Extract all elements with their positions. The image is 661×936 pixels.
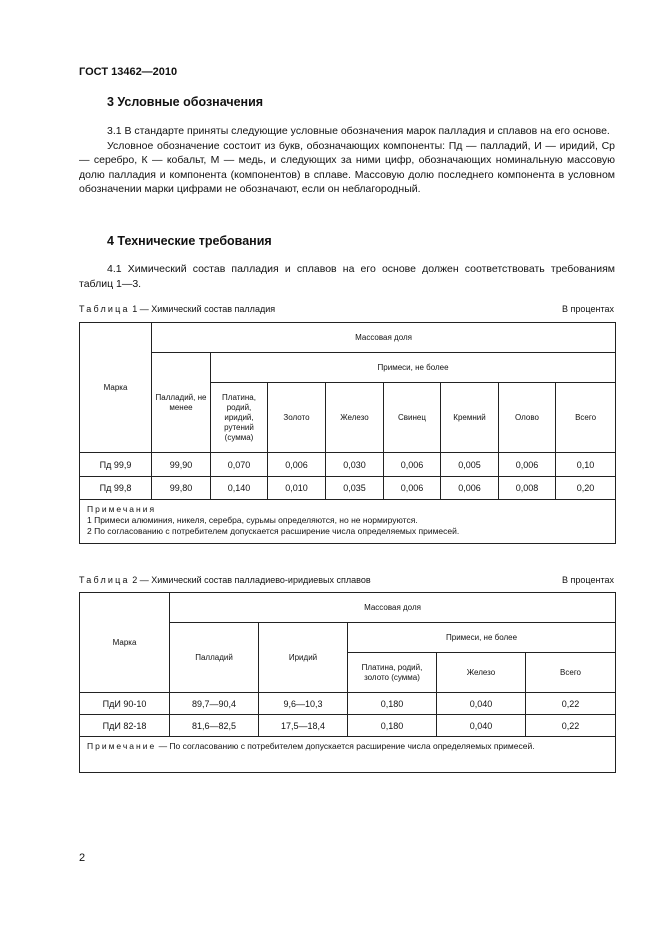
table-2-header-mass-fraction: Массовая доля <box>170 593 616 623</box>
table-2-col-header: Железо <box>437 653 526 693</box>
table-cell: 0,20 <box>556 477 616 500</box>
table-2-caption-title: 2 — Химический состав палладиево-иридиевых сплавов <box>129 575 371 585</box>
table-cell: 0,22 <box>526 715 616 737</box>
section-4-heading: 4 Технические требования <box>107 234 272 248</box>
table-1-header-mark: Марка <box>80 323 152 453</box>
table-1-header-mass-fraction: Массовая доля <box>152 323 616 353</box>
table-cell: 99,80 <box>152 477 211 500</box>
table-1-col-header: Олово <box>499 383 556 453</box>
section-3-paragraph-2: Условное обозначение состоит из букв, обозначающих компоненты: Пд — палладий, И — иридий, Ср — серебро, К — кобальт, М — медь, и следующих за ними цифр, обозначающих номинальную массовую долю палладия и компонента (компонентов) в сплаве. Массовую долю последнего компонента в условном обозначении марки цифрами не обозначают, если он неблагородный. <box>79 139 615 195</box>
table-cell: 0,22 <box>526 693 616 715</box>
section-4-text <box>79 262 615 291</box>
table-2 <box>79 592 616 773</box>
table-cell: 0,140 <box>211 477 268 500</box>
table-cell: 0,035 <box>326 477 384 500</box>
table-2-header-mark: Марка <box>80 593 170 693</box>
table-cell: 0,070 <box>211 453 268 477</box>
table-2-col-header: Платина, родий, золото (сумма) <box>348 653 437 693</box>
section-3-text <box>79 124 615 197</box>
table-cell: 0,006 <box>441 477 499 500</box>
table-cell: 0,010 <box>268 477 326 500</box>
table-1-col-header: Платина, родий, иридий, рутений (сумма) <box>211 383 268 453</box>
table-cell: 0,006 <box>384 453 441 477</box>
page-number: 2 <box>79 852 86 864</box>
table-cell: 99,90 <box>152 453 211 477</box>
table-row <box>80 693 616 715</box>
section-3-paragraph-1: 3.1 В стандарте приняты следующие условные обозначения марок палладия и сплавов на его основе. <box>107 125 610 137</box>
table-2-caption-word: Таблица <box>79 575 130 585</box>
table-cell: 0,006 <box>268 453 326 477</box>
table-cell: 9,6—10,3 <box>259 693 348 715</box>
table-cell: 0,005 <box>441 453 499 477</box>
table-cell: 0,006 <box>499 453 556 477</box>
table-1-caption-word: Таблица <box>79 304 130 314</box>
table-1-col-header: Кремний <box>441 383 499 453</box>
table-2-note <box>80 737 616 773</box>
table-2-note-text: — По согласованию с потребителем допускается расширение числа определяемых примесей. <box>156 741 535 751</box>
table-2-unit: В процентах <box>562 575 614 585</box>
table-1-col-header: Всего <box>556 383 616 453</box>
table-2-caption <box>79 575 371 585</box>
table-row <box>80 715 616 737</box>
table-cell: Пд 99,9 <box>80 453 152 477</box>
table-cell: 0,008 <box>499 477 556 500</box>
document-id: ГОСТ 13462—2010 <box>79 66 178 78</box>
table-cell: 0,180 <box>348 693 437 715</box>
section-3-heading: 3 Условные обозначения <box>107 95 264 109</box>
table-1-header-impurities: Примеси, не более <box>211 353 616 383</box>
table-1-caption-title: 1 — Химический состав палладия <box>129 304 276 314</box>
table-row <box>80 453 616 477</box>
table-1-caption <box>79 304 275 314</box>
table-1-notes <box>80 500 616 544</box>
table-cell: Пд 99,8 <box>80 477 152 500</box>
table-2-header-palladium: Палладий <box>170 623 259 693</box>
table-1-note-2: 2 По согласованию с потребителем допускается расширение числа определяемых примесей. <box>87 526 460 536</box>
table-1-col-header: Золото <box>268 383 326 453</box>
table-cell: 0,10 <box>556 453 616 477</box>
table-1-unit: В процентах <box>562 304 614 314</box>
table-2-note-heading: Примечание <box>87 741 157 751</box>
table-cell: 0,040 <box>437 693 526 715</box>
table-cell: 17,5—18,4 <box>259 715 348 737</box>
table-row <box>80 477 616 500</box>
section-4-paragraph-1: 4.1 Химический состав палладия и сплавов на его основе должен соответствовать требованиям таблиц 1—3. <box>79 263 615 290</box>
table-1-header-palladium: Палладий, не менее <box>152 353 211 453</box>
table-cell: ПдИ 82-18 <box>80 715 170 737</box>
table-cell: 0,006 <box>384 477 441 500</box>
table-1-col-header: Свинец <box>384 383 441 453</box>
table-cell: 0,030 <box>326 453 384 477</box>
table-cell: 81,6—82,5 <box>170 715 259 737</box>
table-1 <box>79 322 616 544</box>
table-1-note-1: 1 Примеси алюминия, никеля, серебра, сурьмы определяются, но не нормируются. <box>87 515 418 525</box>
table-cell: ПдИ 90-10 <box>80 693 170 715</box>
table-2-col-header: Всего <box>526 653 616 693</box>
table-cell: 0,040 <box>437 715 526 737</box>
table-cell: 89,7—90,4 <box>170 693 259 715</box>
table-2-header-iridium: Иридий <box>259 623 348 693</box>
table-1-col-header: Железо <box>326 383 384 453</box>
table-cell: 0,180 <box>348 715 437 737</box>
table-1-notes-heading: Примечания <box>87 504 157 514</box>
table-2-header-impurities: Примеси, не более <box>348 623 616 653</box>
